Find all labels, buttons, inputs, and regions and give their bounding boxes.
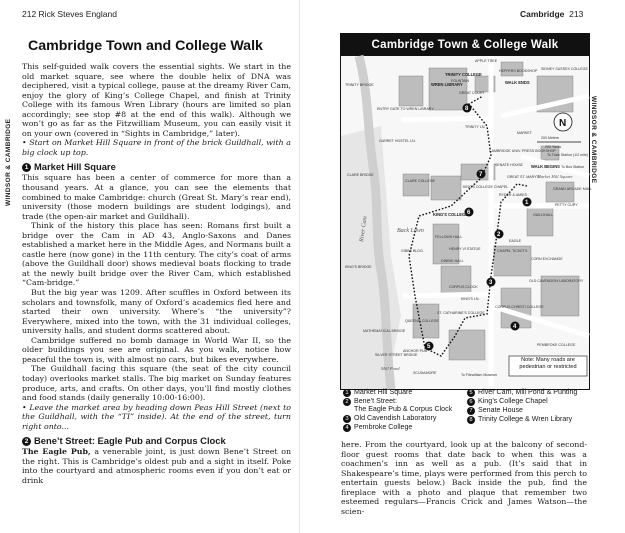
svg-text:8: 8: [465, 106, 469, 112]
map-label-trinity-college: TRINITY COLLEGE: [445, 72, 482, 77]
map-label-to-fitzwilliam: To Fitzwilliam Museum: [461, 373, 498, 377]
left-page: [0, 0, 300, 533]
map-label-kings-bridge: KING'S BRIDGE: [345, 265, 372, 269]
map-label-kings-college: KING'S COLLEGE: [433, 212, 468, 217]
map-label-dining-hall: DINING HALL: [441, 259, 464, 263]
map-label-guildhall: GUILDHALL: [533, 213, 553, 217]
side-tab-right: WINDSOR & CAMBRIDGE: [590, 96, 597, 184]
direction-2: • Leave the market area by heading down Peas Hill Street (next to the Guildhall, with the “TI” inside). At the end of the street, turn right onto...: [22, 402, 291, 431]
legend-item: [343, 423, 412, 432]
intro-paragraph: This self-guided walk covers the essential sights. We start in the old market square, see where the double helix of DNA was deciphered, visit a typical college, pause at the dreamy River Cam, enjoy the glory of King’s College Chapel, and finish at Trinity College with its famous Wren Library (hours are limited so plan accordingly; see stop #8 at the end of this walk). Although we won’t go as far as the Fitzwilliam Museum, you can easily visit it on your own (covered in “Sights in Cambridge,” later).: [22, 62, 291, 138]
svg-text:7: 7: [479, 172, 483, 178]
legend-label: Old Cavendish Laboratory: [354, 414, 437, 422]
svg-text:3: 3: [489, 280, 493, 286]
legend-number: 1: [343, 389, 351, 397]
map-label-queens-college: QUEENS' COLLEGE: [405, 319, 439, 323]
map-label-heffers: HEFFERS BOOKSHOP: [499, 69, 538, 73]
legend-item: [343, 414, 436, 423]
map-label-walk-begins: WALK BEGINS: [531, 164, 560, 169]
svg-text:1: 1: [525, 200, 529, 206]
legend-label: River Cam, Mill Pond & Punting: [478, 388, 578, 396]
map-label-fellows-hall: FELLOWS HALL: [435, 235, 463, 239]
map-label-pembroke: PEMBROKE COLLEGE: [537, 343, 576, 347]
legend-item: [467, 415, 572, 424]
map-label-back-lawn: Back Lawn: [397, 228, 424, 234]
map-note: Note: Many roads are pedestrian or restricted: [519, 357, 577, 370]
map-label-grand-arcade: GRAND ARCADE MALL: [553, 187, 593, 191]
map-label-trinity-bridge: TRINITY BRIDGE: [345, 83, 374, 87]
side-tab-left: WINDSOR & CAMBRIDGE: [5, 118, 12, 206]
right-body-paragraph: here. From the courtyard, look up at the balcony of second-floor guest rooms that date back to when this was a coachmen’s inn as well as a pub. (It’s said that in Shakespeare’s time, plays were performed from this perch to entertain guests below.) Back inside the pub, find the fireplace with a photo and plaque that remember two esteemed regulars—Francis Crick and James Watson—the scien-: [341, 440, 587, 516]
map-label-to-bus: To Bus Station: [561, 165, 585, 169]
map-label-henry-vi: HENRY VI STATUE: [449, 247, 481, 251]
legend-number: 7: [467, 407, 475, 415]
map-label-st-catharines: ST. CATHARINE'S COLLEGE: [437, 311, 485, 315]
map-label-garret-hostel-lane: GARRET HOSTEL LN.: [379, 139, 416, 143]
legend-item: [467, 397, 548, 406]
page-title: Cambridge Town and College Walk: [28, 38, 263, 54]
legend-label: King’s College Chapel: [478, 397, 548, 405]
legend-label: Trinity College & Wren Library: [478, 415, 573, 423]
legend-label: Senate House: [478, 406, 523, 414]
map-label-gibbs-bldg: GIBBS BLDG.: [401, 249, 424, 253]
right-page: [300, 0, 600, 533]
section1-paragraph-3: But the big year was 1209. After scuffles in Oxford between its scholars and townsfolk, many of Oxford’s academics fled here and started their own university. Where’s “the university”? Everywhere, mixed into the town, with the 31 individual colleges, university halls, and student dorms scattered about.: [22, 288, 291, 336]
section1-paragraph-1: This square has been a center of commerce for more than a thousand years. At a glance, you can see the elements that combined to make Cambridge: church (Great St. Mary’s rear end), university (those modern buildings are student lodgings), and trade (the open-air market and Guildhall).: [22, 173, 291, 221]
svg-text:6: 6: [467, 210, 471, 216]
map-label-clare-bridge: CLARE BRIDGE: [347, 173, 374, 177]
section-heading-2: [22, 435, 291, 446]
legend-number: 4: [343, 424, 351, 432]
map-label-fountain: FOUNTAIN: [451, 79, 470, 83]
start-direction: • Start on Market Hill Square in front of the brick Guildhall, with a big clock up top.: [22, 138, 291, 157]
section1-paragraph-2: Think of the history this place has seen: Romans first built a bridge over the Cam in AD 43, Anglo-Saxons and Danes established a market here in the Middle Ages, and Normans built a castle here (now gone) in the 11th century. The city’s coat of arms (above the Guildhall door) shows medieval boats flocking to trade at the newly built bridge over the River Cam, which established “Cam-bridge.”: [22, 221, 291, 288]
scale-meters: 200 Meters: [541, 136, 559, 140]
map-label-walk-ends: WALK ENDS: [505, 80, 530, 85]
section1-paragraph-4: Cambridge suffered no bomb damage in World War II, so the older buildings you see are original. As you walk, notice how peaceful the town is, with almost no cars, but bikes everywhere.: [22, 335, 291, 364]
map-label-senate-house: SENATE HOUSE: [495, 163, 523, 167]
map-label-old-cavendish: OLD CAVENDISH LABORATORY: [529, 279, 584, 283]
map-label-to-train: To Train Station (1/2 mile): [547, 153, 588, 157]
running-head-title: Cambridge: [520, 9, 565, 19]
legend-number: 8: [467, 416, 475, 424]
map-label-ryder-amies: RYDER & AMIES: [499, 193, 527, 197]
map-label-silver-street-bridge: SILVER STREET BRIDGE: [375, 353, 418, 357]
map-drawing: [341, 56, 593, 389]
map-label-eagle: EAGLE: [509, 239, 521, 243]
legend-label: Market Hill Square: [354, 388, 413, 396]
legend-item-continued: The Eagle Pub & Corpus Clock: [354, 405, 453, 413]
legend-item: [467, 388, 577, 397]
section-title-2: Bene’t Street: Eagle Pub and Corpus Clock: [34, 435, 226, 447]
section-title-1: Market Hill Square: [34, 161, 116, 173]
legend-item: [467, 406, 523, 415]
compass-label: N: [559, 118, 567, 129]
map-label-kings-lane: KING'S LN.: [461, 297, 480, 301]
map-label-cup-bookshop: CAMBRIDGE UNIV. PRESS BOOKSHOP: [489, 149, 556, 153]
map-label-petty-cury: PETTY CURY: [555, 203, 578, 207]
map-label-scudamore: SCUDAMORE: [413, 371, 437, 375]
map-label-great-st-marys: GREAT ST. MARY'S: [507, 175, 540, 179]
svg-text:4: 4: [513, 324, 517, 330]
section-heading-1: [22, 161, 291, 172]
section2-text: a venerable joint, is just down Bene’t Street on the right. This is Cambridge’s oldest pub and a sight in itself. Poke into the courtyard and atmospheric rooms even if you don’t eat or drink: [22, 447, 291, 485]
map-label-mill-pond: Mill Pond: [381, 366, 400, 371]
map-label-river-cam: River Cam: [359, 215, 369, 243]
scale-yards: 200 Yards: [545, 145, 562, 149]
legend-label: Bene’t Street:: [354, 397, 397, 405]
map-label-mathematical-bridge: MATHEMATICAL BRIDGE: [363, 329, 406, 333]
svg-text:2: 2: [497, 232, 501, 238]
svg-text:5: 5: [427, 344, 431, 350]
section2-paragraph-1: [22, 447, 291, 485]
map-label-trinity-lane: TRINITY LN.: [465, 125, 486, 129]
map-title: Cambridge Town & College Walk: [341, 34, 589, 56]
running-head-left: 212 Rick Steves England: [22, 9, 117, 19]
map-label-apple-tree: APPLE TREE: [475, 59, 498, 63]
map-label-anchor-pub: ANCHOR PUB: [403, 349, 427, 353]
section1-paragraph-5: The Guildhall facing this square (the seat of the city council today) overlooks market stalls. The big market on Sunday features produce, arts, and crafts. On other days, you’ll find mostly clothes and food stands (daily generally 10:00-16:00).: [22, 364, 291, 403]
map-label-corpus-christi: CORPUS CHRISTI COLLEGE: [495, 305, 544, 309]
section2-lead: The Eagle Pub,: [22, 447, 91, 457]
map-label-market-hill: Market Hill Square: [537, 174, 573, 179]
legend-number: 6: [467, 398, 475, 406]
map-label-corpus-clock: CORPUS CLOCK: [449, 285, 478, 289]
legend-number: 2: [343, 398, 351, 406]
legend-number: 5: [467, 389, 475, 397]
running-head-right: [520, 9, 583, 19]
stop-number-badge: 1: [22, 163, 31, 172]
legend-item: [343, 388, 412, 397]
map-label-wren-library: WREN LIBRARY: [431, 82, 463, 87]
map-label-sidney-sussex: SIDNEY SUSSEX COLLEGE: [541, 67, 588, 71]
map-label-market-street: MARKET: [517, 131, 532, 135]
legend-number: 3: [343, 415, 351, 423]
stop-number-badge: 2: [22, 437, 31, 446]
map-label-kings-chapel: KING'S COLLEGE CHAPEL: [463, 185, 509, 189]
map-label-chapel-tickets: CHAPEL TICKETS: [497, 249, 528, 253]
page-number: 213: [569, 9, 584, 19]
walk-map: [340, 33, 593, 431]
map-label-corn-exchange: CORN EXCHANGE: [531, 257, 563, 261]
legend-label: Pembroke College: [354, 423, 413, 431]
article-body: [22, 62, 291, 485]
map-label-entry-gate: ENTRY GATE TO WREN LIBRARY: [377, 107, 434, 111]
map-label-clare-college: CLARE COLLEGE: [405, 179, 435, 183]
map-label-great-court: GREAT COURT: [459, 91, 485, 95]
right-body: [341, 440, 587, 516]
